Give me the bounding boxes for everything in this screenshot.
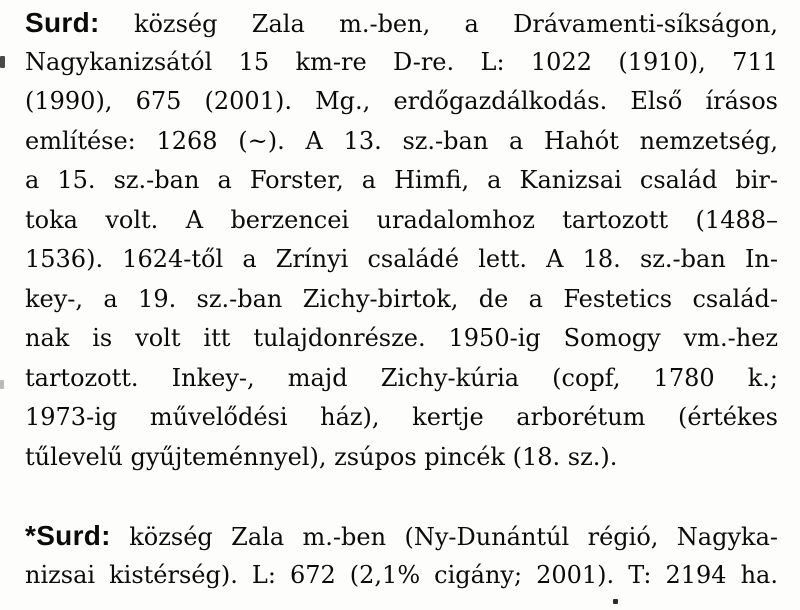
scan-speck — [0, 56, 5, 68]
text-line: említése: 1268 (~). A 13. sz.-ban a Hahót nemzetség, — [25, 126, 778, 155]
text-line: key-, a 19. sz.-ban Zichy-birtok, de a Festetics család- — [25, 284, 778, 313]
text-line: Nagykanizsától 15 km-re D-re. L: 1022 (1910), 711 — [25, 47, 778, 76]
text-line: 1536). 1624-től a Zrínyi családé lett. A 18. sz.-ban In- — [25, 245, 778, 273]
text-line — [25, 516, 778, 556]
headword: Surd: — [25, 7, 100, 38]
text-line: (1990), 675 (2001). Mg., erdőgazdálkodás. Első írásos — [25, 87, 778, 115]
text-line: a 15. sz.-ban a Forster, a Himfi, a Kanizsai család bir- — [25, 166, 778, 194]
entry-text: község Zala m.-ben, a Drávamenti-síkságon, — [133, 10, 778, 38]
text-line — [25, 3, 778, 43]
text-line: nak is volt itt tulajdonrésze. 1950-ig Somogy vm.-hez — [25, 324, 778, 352]
lexicon-entry-surd — [25, 3, 778, 477]
text-line: 1973-ig művelődési ház), kertje arborétum (értékes — [25, 403, 778, 431]
text-line: toka volt. A berzencei uradalomhoz tartozott (1488– — [25, 205, 778, 234]
text-line: nizsai kistérség). L: 672 (2,1% cigány; 2001). T: 2194 ha. — [25, 560, 778, 589]
headword: *Surd: — [25, 520, 111, 551]
scan-speck — [0, 380, 4, 389]
scan-speck — [613, 599, 618, 604]
entry-text: község Zala m.-ben (Ny-Dunántúl régió, Nagyka- — [129, 523, 778, 551]
text-line: tartozott. Inkey-, majd Zichy-kúria (copf, 1780 k.; — [25, 363, 778, 392]
lexicon-entry-surd-2 — [25, 516, 778, 595]
text-line: tűlevelű gyűjteménnyel), zsúpos pincék (18. sz.). — [25, 442, 618, 471]
